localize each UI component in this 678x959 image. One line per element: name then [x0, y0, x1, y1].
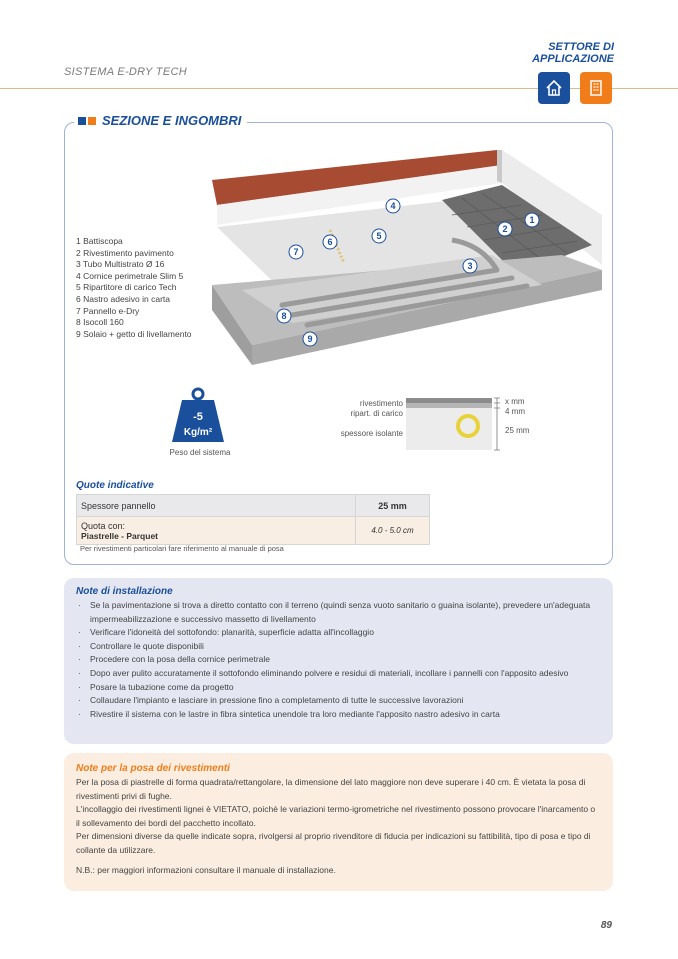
- list-item: · Rivestire il sistema con le lastre in fibra sintetica unendole tra loro mediante l'apposito nastro adesivo in carta: [76, 708, 601, 722]
- callout-7: 7: [293, 247, 299, 257]
- callout-2: 2: [502, 224, 508, 234]
- system-name: SISTEMA E-DRY TECH: [64, 66, 187, 78]
- callout-3: 3: [467, 261, 473, 271]
- weight-value: -5: [193, 411, 203, 423]
- legend-item: 7 Pannello e-Dry: [76, 305, 140, 316]
- legend-item: 9 Solaio + getto di livellamento: [76, 328, 192, 339]
- installation-list: [76, 599, 601, 721]
- legend-item: 2 Rivestimento pavimento: [76, 247, 174, 258]
- installation-notes: [64, 578, 613, 744]
- header-divider: [0, 88, 678, 89]
- list-item: · Procedere con la posa della cornice perimetrale: [76, 653, 601, 667]
- row2-label-cell: [77, 517, 356, 545]
- settore-line-1: SETTORE DI: [548, 41, 614, 53]
- list-item: · Collaudare l'impianto e lasciare in pressione fino a completamento di tutte le successive lavorazioni: [76, 694, 601, 708]
- legend-item: 8 Isocoll 160: [76, 317, 124, 328]
- label-rivestimento: rivestimento: [359, 399, 403, 408]
- label-ripart: ripart. di carico: [350, 409, 403, 418]
- weight-icon: [168, 386, 228, 451]
- page-number: 89: [600, 920, 612, 931]
- callout-6: 6: [327, 237, 333, 247]
- covering-paragraph-1: Per la posa di piastrelle di forma quadrata/rettangolare, la dimensione del lato maggiore non deve superare i 40 cm. È vietata la posa di rivestimenti privi di fughe.: [76, 777, 586, 801]
- row1-value: 25 mm: [356, 495, 430, 517]
- legend-item: 3 Tubo Multistrato Ø 16: [76, 259, 165, 270]
- quote-note: Per rivestimenti particolari fare riferimento al manuale di posa: [80, 544, 284, 553]
- orange-square-icon: [88, 117, 96, 125]
- weight-unit: Kg/m²: [183, 427, 213, 438]
- row2-value: 4.0 - 5.0 cm: [356, 517, 430, 545]
- table-row: [77, 495, 430, 517]
- legend-item: 5 Ripartitore di carico Tech: [76, 282, 177, 293]
- row1-label: Spessore pannello: [77, 495, 356, 517]
- section-title: [74, 113, 247, 128]
- building-icon: [580, 72, 612, 104]
- list-item: · Se la pavimentazione si trova a diretto contatto con il terreno (quindi senza vuoto sanitario o guaina isolante), prevedere un'adeguata impermeabilizzazione e successivo massetto di livellamento: [76, 599, 601, 626]
- settore-heading: [532, 41, 614, 65]
- cross-section-drawing: [406, 396, 502, 454]
- list-item: · Controllare le quote disponibili: [76, 640, 601, 654]
- covering-notes: [64, 753, 613, 891]
- weight-caption: Peso del sistema: [169, 448, 231, 457]
- callout-9: 9: [307, 334, 313, 344]
- quote-title: Quote indicative: [76, 480, 154, 491]
- callout-1: 1: [529, 215, 535, 225]
- installation-title: Note di installazione: [76, 586, 173, 597]
- dim-x: x mm: [505, 397, 525, 406]
- row2-sub: Piastrelle - Parquet: [81, 530, 159, 541]
- table-row: [77, 517, 430, 545]
- list-item: · Dopo aver pulito accuratamente il sottofondo eliminando polvere e residui di materiali, incollare i pannelli con l'apposito adesivo: [76, 667, 601, 681]
- settore-line-2: APPLICAZIONE: [532, 53, 614, 65]
- floor-section-diagram: [212, 145, 612, 365]
- covering-paragraph-3: Per dimensioni diverse da quelle indicate sopra, rivolgersi al proprio rivenditore di fiducia per indicazioni su fattibilità, tipo di posa e tipo di collante da utilizzare.: [76, 831, 591, 855]
- diagram-legend: [76, 236, 192, 340]
- list-item: · Posare la tubazione come da progetto: [76, 681, 601, 695]
- legend-item: 4 Cornice perimetrale Slim 5: [76, 270, 184, 281]
- blue-square-icon: [78, 117, 86, 125]
- dim-25: 25 mm: [505, 426, 530, 435]
- covering-nb: N.B.: per maggiori informazioni consultare il manuale di installazione.: [76, 864, 336, 875]
- callout-5: 5: [376, 231, 382, 241]
- row2-label: Quota con:: [81, 520, 126, 531]
- dim-4: 4 mm: [505, 407, 525, 416]
- legend-item: 1 Battiscopa: [76, 236, 123, 246]
- callout-8: 8: [281, 311, 287, 321]
- covering-title: Note per la posa dei rivestimenti: [76, 763, 230, 774]
- section-title-text: SEZIONE E INGOMBRI: [102, 113, 242, 128]
- home-icon: [538, 72, 570, 104]
- label-spessore: spessore isolante: [340, 429, 403, 438]
- covering-paragraph-2: L'incollaggio dei rivestimenti lignei è VIETATO, poichè le variazioni termo-igrometriche nel rivestimento possono provocare l'inarcamento o il sollevamento dei bordi del pacchetto incollato.: [76, 804, 596, 828]
- legend-item: 6 Nastro adesivo in carta: [76, 293, 171, 304]
- callout-4: 4: [390, 201, 396, 211]
- quote-table: [76, 494, 430, 545]
- list-item: · Verificare l'idoneità del sottofondo: planarità, superficie adatta all'incollaggio: [76, 626, 601, 640]
